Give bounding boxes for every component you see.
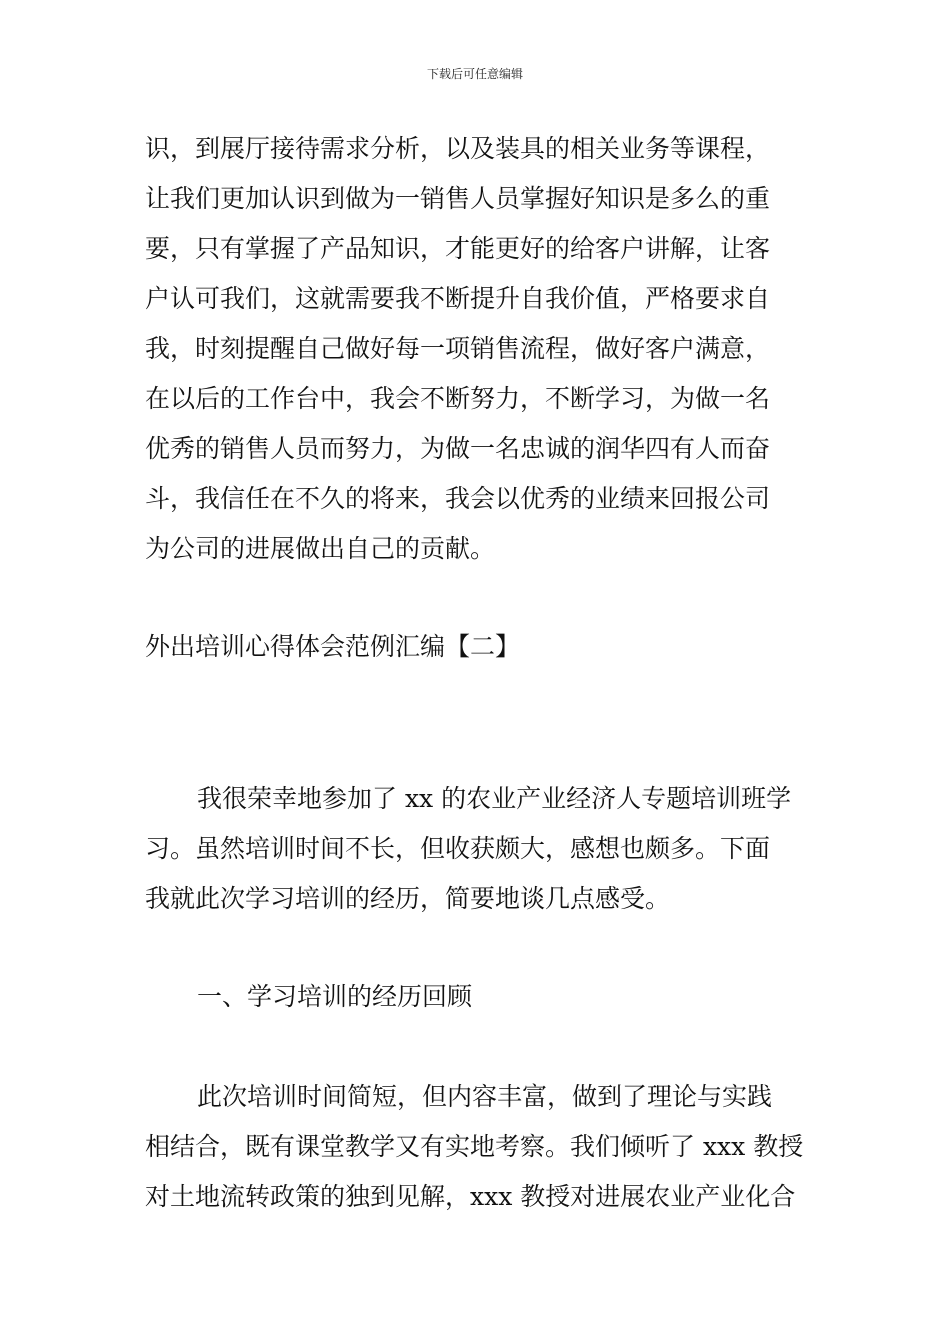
paragraph-line: 相结合，既有课堂教学又有实地考察。我们倾听了 xxx 教授 (145, 1132, 804, 1161)
section-title-text: 外出培训心得体会范例汇编【二】 (145, 632, 521, 661)
paragraph-line: 此次培训时间简短，但内容丰富，做到了理论与实践 (197, 1082, 773, 1111)
paragraph-3 (145, 1072, 807, 1222)
paragraph-2 (145, 774, 807, 924)
paragraph-line: 在以后的工作台中，我会不断努力，不断学习，为做一名 (145, 384, 771, 413)
paragraph-1 (145, 124, 807, 574)
paragraph-line: 户认可我们，这就需要我不断提升自我价值，严格要求自 (145, 284, 771, 313)
page-header-note: 下载后可任意编辑 (426, 67, 523, 81)
subheading (145, 972, 807, 1022)
paragraph-line: 要，只有掌握了产品知识，才能更好的给客户讲解，让客 (145, 234, 771, 263)
paragraph-line: 为公司的进展做出自己的贡献。 (145, 534, 496, 563)
paragraph-line: 我很荣幸地参加了 xx 的农业产业经济人专题培训班学 (197, 784, 792, 813)
subheading-text: 一、学习培训的经历回顾 (197, 982, 473, 1011)
paragraph-line: 斗，我信任在不久的将来，我会以优秀的业绩来回报公司 (145, 484, 771, 513)
paragraph-line: 我就此次学习培训的经历，简要地谈几点感受。 (145, 884, 671, 913)
section-title (145, 622, 807, 672)
paragraph-line: 习。虽然培训时间不长，但收获颇大，感想也颇多。下面 (145, 834, 771, 863)
paragraph-line: 让我们更加认识到做为一销售人员掌握好知识是多么的重 (145, 184, 771, 213)
paragraph-line: 识，到展厅接待需求分析，以及装具的相关业务等课程， (145, 134, 771, 163)
paragraph-line: 对土地流转政策的独到见解，xxx 教授对进展农业产业化合 (145, 1182, 796, 1211)
paragraph-line: 优秀的销售人员而努力，为做一名忠诚的润华四有人而奋 (145, 434, 771, 463)
paragraph-line: 我，时刻提醒自己做好每一项销售流程，做好客户满意， (145, 334, 771, 363)
